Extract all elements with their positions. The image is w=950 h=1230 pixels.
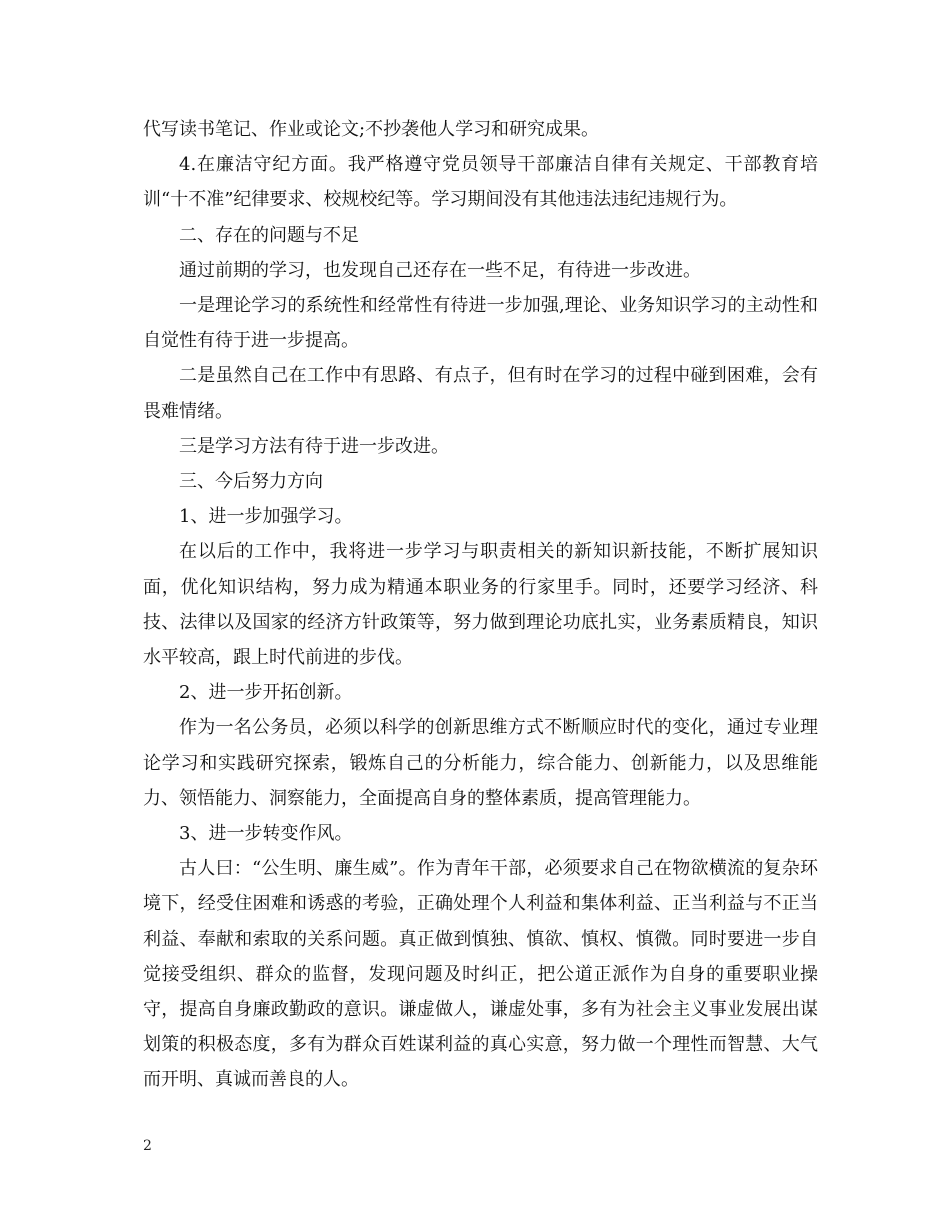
section-heading-problems: 二、存在的问题与不足 <box>179 224 359 246</box>
paragraph-innovation: 作为一名公务员，必须以科学的创新思维方式不断顺应时代的变化，通过专业理论学习和实践研究探索，锻炼自己的分析能力，综合能力、创新能力，以及思维能力、领悟能力、洞察能力，全面提高自身的整体素质，提高管理能力。 <box>143 717 818 809</box>
subheading-innovation: 2、进一步开拓创新。 <box>179 682 353 704</box>
paragraph-problem-three: 三是学习方法有待于进一步改进。 <box>179 435 449 457</box>
paragraph-problems-intro: 通过前期的学习，也发现自己还存在一些不足，有待进一步改进。 <box>179 259 701 281</box>
subheading-strengthen-learning: 1、进一步加强学习。 <box>179 506 353 528</box>
paragraph-problem-one: 一是理论学习的系统性和经常性有待进一步加强,理论、业务知识学习的主动性和自觉性有待于进一步提高。 <box>143 295 818 352</box>
section-heading-direction: 三、今后努力方向 <box>179 471 323 493</box>
subheading-work-style: 3、进一步转变作风。 <box>179 823 353 845</box>
paragraph-work-style: 古人曰：“公生明、廉生威”。作为青年干部，必须要求自己在物欲横流的复杂环境下，经受住困难和诱惑的考验，正确处理个人利益和集体利益、正当利益与不正当利益、奉献和索取的关系问题。真正做到慎独、慎欲、慎权、慎微。同时要进一步自觉接受组织、群众的监督，发现问题及时纠正，把公道正派作为自身的重要职业操守，提高自身廉政勤政的意识。谦虚做人，谦虚处事，多有为社会主义事业发展出谋划策的积极态度，多有为群众百姓谋利益的真心实意，努力做一个理性而智慧、大气而开明、真诚而善良的人。 <box>143 858 818 1091</box>
paragraph-continuation: 代写读书笔记、作业或论文;不抄袭他人学习和研究成果。 <box>143 119 600 140</box>
paragraph-strengthen-learning: 在以后的工作中，我将进一步学习与职责相关的新知识新技能，不断扩展知识面，优化知识结构，努力成为精通本职业务的行家里手。同时，还要学习经济、科技、法律以及国家的经济方针政策等，努力做到理论功底扎实，业务素质精良，知识水平较高，跟上时代前进的步伐。 <box>143 541 818 669</box>
paragraph-problem-two: 二是虽然自己在工作中有思路、有点子，但有时在学习的过程中碰到困难，会有畏难情绪。 <box>143 365 818 422</box>
page-number: 2 <box>143 1138 152 1154</box>
document-body <box>143 112 818 1098</box>
paragraph-integrity: 4.在廉洁守纪方面。我严格遵守党员领导干部廉洁自律有关规定、干部教育培训“十不准”纪律要求、校规校纪等。学习期间没有其他违法违纪违规行为。 <box>143 154 818 211</box>
